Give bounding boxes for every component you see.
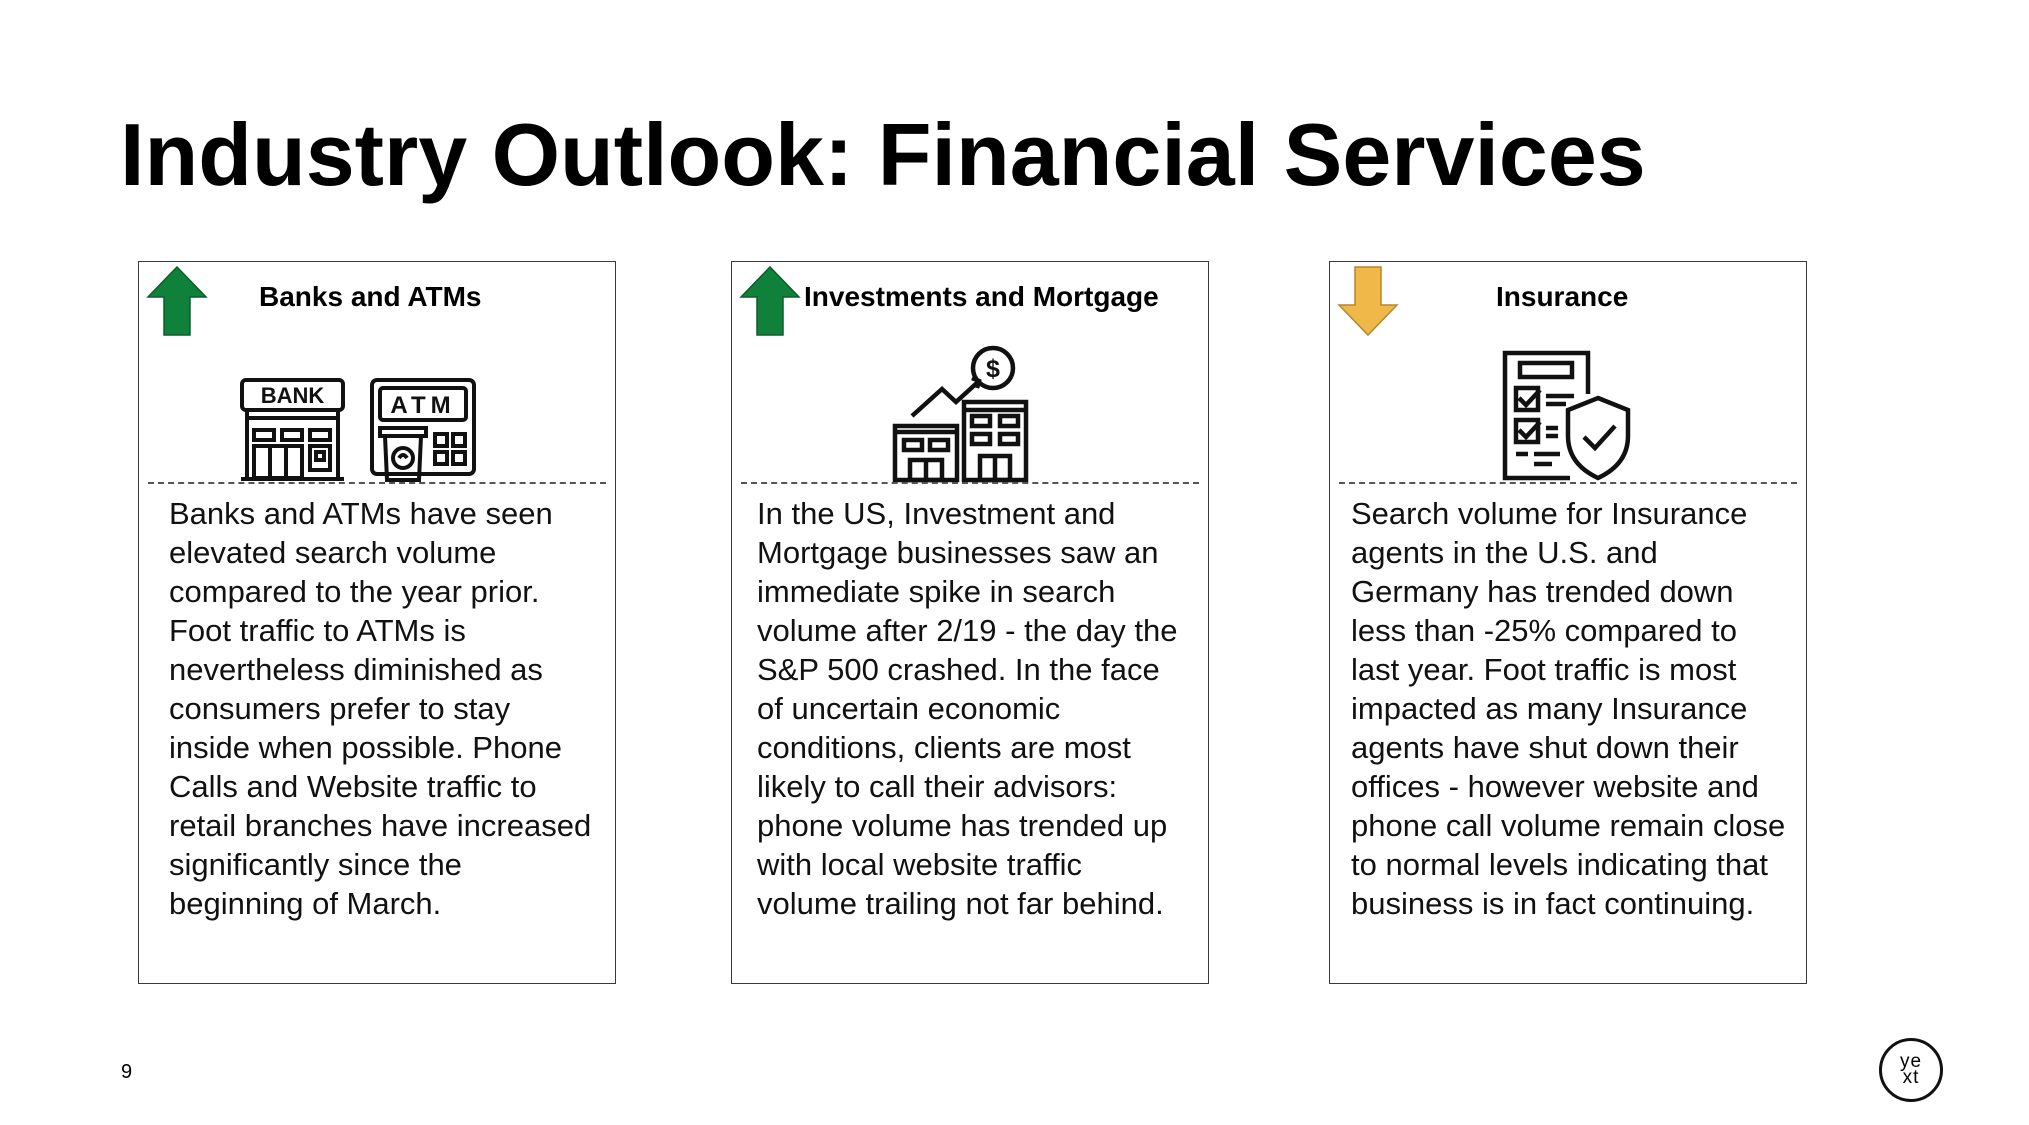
dashed-divider bbox=[741, 482, 1199, 484]
card-body: In the US, Investment and Mortgage businesses saw an immediate spike in search volume after 2/19 - the day the S&P 500 crashed. In the face of uncertain economic conditions, clients are most likely to call their advisors: phone volume has trended up with local website traffic volume trailing not far behind. bbox=[757, 496, 1178, 921]
atm-machine-icon bbox=[369, 376, 477, 484]
card-title: Investments and Mortgage bbox=[804, 281, 1159, 312]
card-insurance bbox=[1329, 261, 1807, 984]
card-illustration bbox=[1500, 324, 1636, 484]
svg-text:$: $ bbox=[986, 355, 1000, 383]
card-body: Search volume for Insurance agents in the U.S. and Germany has trended down less than -25% compared to last year. Foot traffic is most impacted as many Insurance agents have shut down their offices - however website and phone call volume remain close to normal levels indicating that business is in fact continuing. bbox=[1351, 496, 1786, 921]
green-arrow-up-icon bbox=[146, 265, 208, 337]
card-investments-mortgage bbox=[731, 261, 1209, 984]
growth-buildings-dollar-icon bbox=[892, 344, 1032, 484]
card-title: Insurance bbox=[1496, 281, 1629, 312]
card-banks-atms bbox=[138, 261, 616, 984]
bank-sign-label: BANK bbox=[260, 383, 325, 408]
yext-logo bbox=[1879, 1038, 1943, 1102]
logo-line-1: ye bbox=[1899, 1051, 1923, 1072]
insurance-policy-shield-icon bbox=[1500, 348, 1636, 484]
slide-title: Industry Outlook: Financial Services bbox=[120, 105, 1646, 204]
card-body: Banks and ATMs have seen elevated search volume compared to the year prior. Foot traffic to ATMs is nevertheless diminished as consumers prefer to stay inside when possible. Phone Calls and Website traffic to retail branches have increased significantly since the beginning of March. bbox=[169, 496, 592, 921]
dashed-divider bbox=[1339, 482, 1797, 484]
bank-building-icon bbox=[239, 376, 347, 484]
atm-sign-label: ATM bbox=[390, 392, 456, 419]
yellow-arrow-down-icon bbox=[1337, 265, 1399, 337]
card-illustration bbox=[892, 324, 1032, 484]
card-illustration bbox=[239, 324, 477, 484]
dashed-divider bbox=[148, 482, 606, 484]
logo-line-2: xt bbox=[1902, 1067, 1920, 1088]
green-arrow-up-icon bbox=[739, 265, 801, 337]
card-title: Banks and ATMs bbox=[259, 281, 482, 312]
page-number: 9 bbox=[121, 1061, 133, 1083]
